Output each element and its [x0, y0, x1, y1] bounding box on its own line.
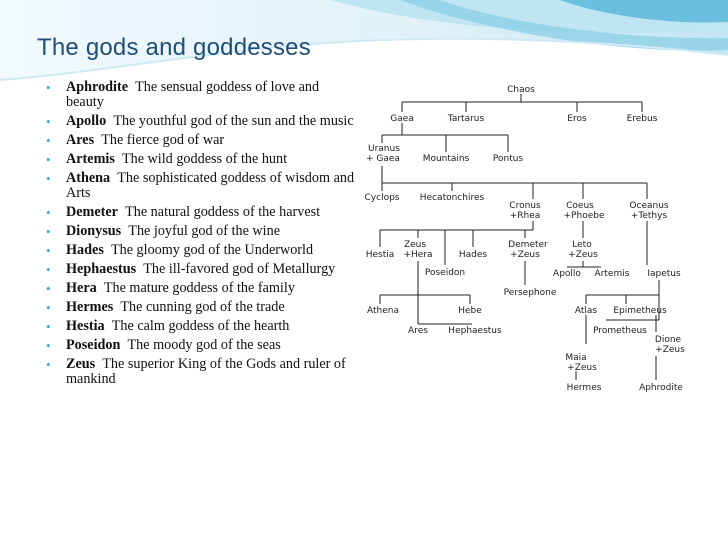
god-description: The ill-favored god of Metallurgy	[143, 261, 336, 277]
tree-node-cronus-spouse: +Rhea	[509, 211, 541, 221]
tree-node-pontus: Pontus	[492, 154, 524, 164]
tree-node-athena: Athena	[367, 306, 399, 316]
family-tree-diagram	[360, 80, 700, 400]
list-item	[46, 319, 358, 334]
list-item	[46, 338, 358, 353]
god-description: The joyful god of the wine	[128, 223, 280, 239]
tree-node-epimetheus: Epimetheus	[613, 306, 667, 316]
god-name: Aphrodite	[66, 79, 129, 95]
tree-node-hecatonchires: Hecatonchires	[419, 193, 485, 203]
god-description: The cunning god of the trade	[120, 299, 285, 315]
tree-node-chaos: Chaos	[507, 85, 535, 95]
god-name: Hermes	[66, 299, 114, 315]
list-item	[46, 243, 358, 258]
list-item	[46, 205, 358, 220]
tree-node-hephaestus: Hephaestus	[448, 326, 502, 336]
tree-node-artemis: Artemis	[594, 269, 630, 279]
bullet-icon: •	[46, 205, 51, 220]
god-name: Hestia	[66, 318, 105, 334]
bullet-icon: •	[46, 152, 51, 167]
list-item	[46, 152, 358, 167]
tree-node-leto-spouse: +Zeus	[568, 250, 598, 260]
tree-node-prometheus: Prometheus	[593, 326, 647, 336]
tree-node-hestia: Hestia	[365, 250, 395, 260]
god-name: Hephaestus	[66, 261, 137, 277]
bullet-icon: •	[46, 171, 51, 186]
tree-node-dione-spouse: +Zeus	[655, 345, 685, 355]
god-name: Ares	[66, 132, 95, 148]
tree-connectors	[380, 94, 659, 380]
tree-node-tartarus: Tartarus	[447, 114, 485, 124]
list-item	[46, 224, 358, 239]
tree-node-zeus-spouse: +Hera	[403, 250, 433, 260]
god-name: Athena	[66, 170, 111, 186]
bullet-icon: •	[46, 80, 51, 95]
god-name: Apollo	[66, 113, 107, 129]
tree-node-mountains: Mountains	[422, 154, 470, 164]
tree-node-uranus-spouse: + Gaea	[366, 154, 400, 164]
list-item	[46, 80, 358, 110]
bullet-icon: •	[46, 338, 51, 353]
list-item	[46, 281, 358, 296]
gods-bullet-list	[46, 80, 358, 391]
tree-node-ares: Ares	[408, 326, 428, 336]
god-description: The moody god of the seas	[127, 337, 281, 353]
tree-node-hades: Hades	[458, 250, 488, 260]
tree-node-cyclops: Cyclops	[364, 193, 400, 203]
list-item	[46, 114, 358, 129]
bullet-icon: •	[46, 357, 51, 372]
tree-node-persephone: Persephone	[503, 288, 557, 298]
bullet-icon: •	[46, 319, 51, 334]
tree-node-eros: Eros	[567, 114, 587, 124]
list-item	[46, 262, 358, 277]
god-description: The mature goddess of the family	[103, 280, 295, 296]
bullet-icon: •	[46, 224, 51, 239]
tree-node-erebus: Erebus	[626, 114, 658, 124]
god-description: The gloomy god of the Underworld	[110, 242, 314, 258]
list-item	[46, 133, 358, 148]
god-description: The calm goddess of the hearth	[111, 318, 290, 334]
tree-node-maia-spouse: +Zeus	[567, 363, 597, 373]
tree-node-atlas: Atlas	[574, 306, 598, 316]
tree-node-coeus-spouse: +Phoebe	[563, 211, 605, 221]
god-description: The fierce god of war	[101, 132, 225, 148]
tree-node-maia: Maia	[565, 353, 587, 363]
tree-node-demeter: Demeter	[508, 240, 548, 250]
list-item	[46, 357, 358, 387]
tree-node-aphrodite: Aphrodite	[639, 383, 683, 393]
bullet-icon: •	[46, 133, 51, 148]
tree-labels	[365, 85, 686, 393]
tree-node-zeus: Zeus	[403, 240, 427, 250]
tree-node-iapetus: Iapetus	[647, 269, 681, 279]
tree-node-coeus: Coeus	[566, 201, 594, 211]
god-name: Hera	[66, 280, 97, 296]
bullet-icon: •	[46, 262, 51, 277]
tree-node-gaea: Gaea	[390, 114, 414, 124]
tree-node-demeter-spouse: +Zeus	[510, 250, 540, 260]
god-name: Zeus	[66, 356, 96, 372]
bullet-icon: •	[46, 243, 51, 258]
tree-node-poseidon: Poseidon	[424, 268, 466, 278]
slide-title: The gods and goddesses	[37, 34, 311, 61]
bullet-icon: •	[46, 300, 51, 315]
bullet-icon: •	[46, 114, 51, 129]
god-description: The superior King of the Gods and ruler of mankind	[66, 356, 346, 387]
tree-node-oceanus-spouse: +Tethys	[630, 211, 668, 221]
list-item	[46, 300, 358, 315]
god-description: The youthful god of the sun and the music	[113, 113, 354, 129]
god-name: Poseidon	[66, 337, 121, 353]
tree-node-leto: Leto	[572, 240, 592, 250]
god-description: The sophisticated goddess of wisdom and Arts	[66, 170, 355, 201]
god-name: Demeter	[66, 204, 118, 220]
list-item	[46, 171, 358, 201]
tree-node-oceanus: Oceanus	[629, 201, 669, 211]
tree-node-hermes: Hermes	[566, 383, 602, 393]
god-description: The wild goddess of the hunt	[121, 151, 288, 167]
tree-node-dione: Dione	[654, 335, 682, 345]
god-description: The natural goddess of the harvest	[125, 204, 321, 220]
god-description: The sensual goddess of love and beauty	[66, 79, 320, 110]
tree-node-cronus: Cronus	[509, 201, 541, 211]
tree-node-uranus: Uranus	[368, 144, 400, 154]
god-name: Hades	[66, 242, 104, 258]
god-name: Artemis	[66, 151, 115, 167]
tree-node-hebe: Hebe	[458, 306, 482, 316]
god-name: Dionysus	[66, 223, 122, 239]
bullet-icon: •	[46, 281, 51, 296]
tree-node-apollo: Apollo	[553, 269, 581, 279]
